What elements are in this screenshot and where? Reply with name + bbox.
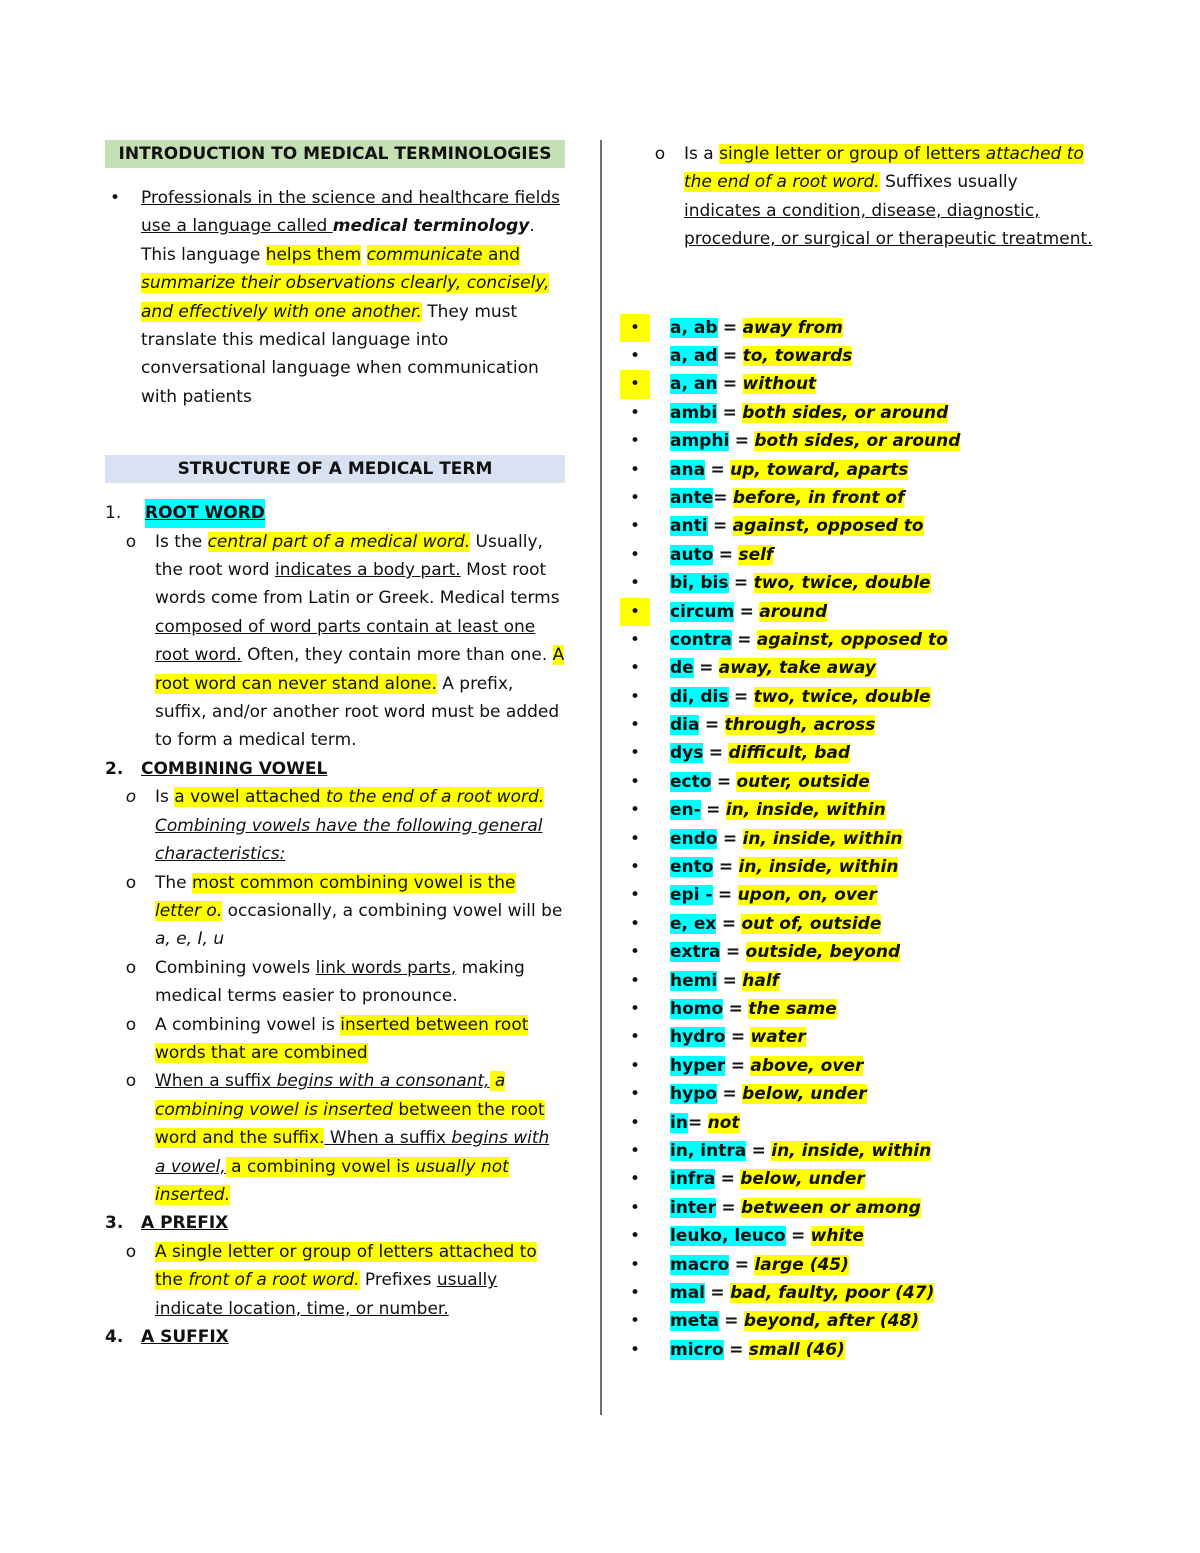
prefix-meaning: out of, outside (741, 913, 882, 934)
prefix-meaning: below, under (742, 1084, 867, 1105)
prefix-separator: = (730, 1027, 746, 1048)
prefix-separator: = (704, 715, 720, 736)
prefix-meaning: bad, faulty, poor (47) (730, 1282, 935, 1303)
prefix-item (620, 399, 1120, 427)
prefix-separator: = (687, 1112, 703, 1133)
prefix-item (620, 569, 1120, 597)
prefix-separator: = (722, 346, 738, 367)
prefix-separator: = (722, 374, 738, 395)
bullet-icon: o (125, 531, 137, 552)
prefix-item (620, 1336, 1120, 1364)
bullet-icon: • (629, 942, 641, 963)
bullet-icon: • (629, 800, 641, 821)
prefix-item (620, 1194, 1120, 1222)
bullet-icon: o (125, 787, 137, 808)
prefix-term: a, an (670, 374, 718, 395)
prefix-description: o A single letter or group of letters attached to the front of a root word. Prefixes usually indicate location, time, or number. (155, 1238, 565, 1323)
prefix-separator: = (730, 1055, 745, 1076)
prefix-item (620, 370, 1120, 398)
prefix-meaning: outer, outside (736, 771, 870, 792)
section-prefix: 3. A PREFIX (105, 1213, 229, 1234)
prefix-item (620, 1109, 1120, 1137)
bullet-icon: o (654, 144, 666, 164)
prefix-term: di, dis (670, 686, 729, 707)
prefix-term: meta (670, 1311, 719, 1332)
prefix-separator: = (710, 1282, 725, 1303)
prefix-term: dia (670, 715, 700, 736)
bullet-icon: • (629, 1140, 641, 1161)
prefix-term: ante (670, 487, 714, 508)
prefix-term: hyper (670, 1055, 726, 1076)
prefix-meaning: not (707, 1112, 740, 1133)
bullet-icon: • (629, 1084, 641, 1105)
prefix-meaning: through, across (724, 715, 876, 736)
prefix-item (620, 1222, 1120, 1250)
prefix-item (620, 683, 1120, 711)
prefix-separator: = (710, 459, 725, 480)
prefix-separator: = (724, 1311, 739, 1332)
prefix-item (620, 711, 1120, 739)
section-root-word: 1. ROOT WORD (105, 499, 565, 527)
prefix-item (620, 598, 1120, 626)
prefix-item (620, 427, 1120, 455)
prefix-meaning: white (810, 1226, 864, 1247)
structure-heading: STRUCTURE OF A MEDICAL TERM (105, 455, 565, 483)
prefix-term: in (670, 1112, 688, 1133)
prefix-separator: = (712, 516, 728, 537)
prefix-item (620, 910, 1120, 938)
prefix-item (620, 938, 1120, 966)
prefix-item (620, 1080, 1120, 1108)
prefix-item (620, 1023, 1120, 1051)
prefix-meaning: to, towards (742, 346, 853, 367)
prefix-item (620, 484, 1120, 512)
prefix-item (620, 314, 1120, 342)
combining-vowel-item: o Is a vowel attached to the end of a root word. Combining vowels have the following general characteristics: (155, 783, 565, 868)
prefix-separator: = (720, 1169, 735, 1190)
prefix-meaning: small (46) (748, 1339, 845, 1360)
prefix-separator: = (733, 686, 749, 707)
prefix-meaning: up, toward, aparts (730, 459, 909, 480)
bullet-icon: o (125, 957, 137, 978)
prefix-separator: = (734, 431, 749, 452)
bullet-icon: o (125, 1241, 137, 1262)
intro-heading: INTRODUCTION TO MEDICAL TERMINOLOGIES (105, 140, 565, 168)
bullet-icon: o (125, 1071, 137, 1092)
bullet-icon: o (125, 1014, 137, 1035)
prefix-term: micro (670, 1339, 724, 1360)
prefix-separator: = (737, 629, 752, 650)
bullet-icon: • (629, 1112, 641, 1133)
prefix-item (620, 1165, 1120, 1193)
prefix-meaning: beyond, after (48) (743, 1311, 920, 1332)
section-combining-vowel: 2. COMBINING VOWEL (105, 758, 328, 779)
prefix-term: homo (670, 999, 724, 1019)
bullet-icon: • (629, 1055, 641, 1076)
prefix-term: inter (670, 1197, 716, 1218)
prefix-separator: = (733, 573, 749, 594)
prefix-separator: = (751, 1140, 766, 1161)
combining-vowel-item: o A combining vowel is inserted between root words that are combined (155, 1011, 565, 1068)
prefix-item (620, 1052, 1120, 1080)
prefix-meaning: before, in front of (732, 487, 905, 508)
prefix-meaning: both sides, or around (754, 431, 961, 452)
prefix-item (620, 512, 1120, 540)
prefix-separator: = (722, 402, 737, 423)
prefix-meaning: away from (742, 317, 843, 338)
bullet-icon: • (629, 828, 641, 849)
combining-vowel-item: o When a suffix begins with a consonant, a combining vowel is inserted between the root word and the suffix. When a suffix begins with a vowel, a combining vowel is usually not inserted. (155, 1067, 565, 1209)
bullet-icon: • (620, 370, 650, 398)
prefix-meaning: in, inside, within (738, 857, 899, 878)
prefix-item (620, 626, 1120, 654)
prefix-separator: = (716, 771, 732, 792)
prefix-separator: = (725, 942, 741, 963)
bullet-icon: • (629, 857, 641, 878)
prefix-meaning: below, under (740, 1169, 865, 1190)
bullet-icon: • (629, 431, 641, 452)
prefix-meaning: self (738, 544, 774, 565)
bullet-icon: • (629, 544, 641, 565)
section-suffix: 4. A SUFFIX (105, 1326, 229, 1347)
bullet-icon: • (629, 970, 641, 991)
prefix-separator: = (708, 743, 724, 764)
prefix-separator: = (722, 1084, 737, 1105)
prefix-term: circum (670, 601, 735, 622)
bullet-icon: • (629, 459, 641, 480)
prefix-meaning: large (45) (754, 1254, 849, 1275)
prefix-term: endo (670, 828, 718, 849)
prefix-meaning: outside, beyond (745, 942, 901, 963)
prefix-term: ento (670, 857, 714, 878)
prefix-item (620, 342, 1120, 370)
prefix-meaning: above, over (750, 1055, 864, 1076)
bullet-icon: • (629, 573, 641, 594)
bullet-icon: • (629, 885, 641, 906)
bullet-icon: • (629, 1254, 641, 1275)
prefix-list (620, 314, 1120, 1364)
prefix-term: dys (670, 743, 704, 764)
bullet-icon: • (629, 1282, 641, 1303)
prefix-term: en- (670, 800, 701, 821)
prefix-item (620, 853, 1120, 881)
prefix-meaning: both sides, or around (742, 402, 949, 423)
prefix-item (620, 881, 1120, 909)
prefix-term: infra (670, 1169, 716, 1190)
prefix-item (620, 995, 1120, 1023)
prefix-term: hydro (670, 1027, 726, 1048)
prefix-separator: = (722, 828, 738, 849)
prefix-item (620, 739, 1120, 767)
prefix-meaning: in, inside, within (771, 1140, 932, 1161)
column-divider (600, 140, 602, 1415)
prefix-term: extra (670, 942, 721, 963)
prefix-item (620, 796, 1120, 824)
prefix-term: bi, bis (670, 573, 729, 594)
prefix-separator: = (718, 857, 734, 878)
prefix-item (620, 1307, 1120, 1335)
prefix-separator: = (721, 913, 737, 934)
prefix-term: de (670, 658, 694, 679)
prefix-meaning: the same (748, 999, 837, 1019)
bullet-icon: • (629, 1311, 641, 1332)
prefix-meaning: two, twice, double (753, 686, 931, 707)
prefix-meaning: away, take away (718, 658, 876, 679)
prefix-term: anti (670, 516, 708, 537)
prefix-term: hypo (670, 1084, 718, 1105)
prefix-meaning: against, opposed to (732, 516, 924, 537)
bullet-icon: • (629, 1027, 641, 1048)
prefix-term: a, ab (670, 317, 718, 338)
prefix-separator: = (734, 1254, 749, 1275)
prefix-term: epi - (670, 885, 713, 906)
bullet-icon: • (629, 771, 641, 792)
prefix-meaning: in, inside, within (725, 800, 886, 821)
prefix-item (620, 967, 1120, 995)
bullet-icon: • (620, 598, 650, 626)
bullet-icon: • (629, 999, 641, 1019)
prefix-item (620, 541, 1120, 569)
prefix-separator: = (728, 999, 743, 1019)
prefix-separator: = (713, 487, 728, 508)
suffix-description: o Is a single letter or group of letters attached to the end of a root word. Suffixes usually indicates a condition, disease, diagnostic, procedure, or surgical or therapeutic treatment. (684, 140, 1094, 254)
prefix-item (620, 825, 1120, 853)
prefix-term: ana (670, 459, 706, 480)
prefix-meaning: upon, on, over (737, 885, 877, 906)
prefix-item (620, 654, 1120, 682)
prefix-meaning: around (759, 601, 828, 622)
prefix-term: leuko, leuco (670, 1226, 786, 1247)
prefix-term: mal (670, 1282, 706, 1303)
prefix-term: ecto (670, 771, 712, 792)
right-column (620, 140, 1120, 1364)
bullet-icon: • (629, 743, 641, 764)
bullet-icon: • (629, 715, 641, 736)
prefix-meaning: against, opposed to (756, 629, 948, 650)
prefix-term: ambi (670, 402, 718, 423)
bullet-icon: • (629, 402, 641, 423)
prefix-meaning: two, twice, double (753, 573, 931, 594)
prefix-term: hemi (670, 970, 718, 991)
bullet-icon: • (629, 1339, 641, 1360)
prefix-term: a, ad (670, 346, 718, 367)
bullet-icon: • (629, 658, 641, 679)
bullet-icon: • (629, 1169, 641, 1190)
bullet-icon: • (629, 686, 641, 707)
prefix-separator: = (729, 1339, 744, 1360)
prefix-separator: = (717, 885, 733, 906)
prefix-term: in, intra (670, 1140, 747, 1161)
prefix-meaning: in, inside, within (742, 828, 903, 849)
prefix-item (620, 1251, 1120, 1279)
prefix-term: amphi (670, 431, 730, 452)
intro-paragraph: • Professionals in the science and healthcare fields use a language called medical terminology. This language helps them communicate and summarize their observations clearly, concisely, and effectively with one another. They must translate this medical language into conversational language when communication with patients (141, 184, 565, 411)
prefix-separator: = (718, 544, 734, 565)
prefix-separator: = (739, 601, 754, 622)
prefix-meaning: water (750, 1027, 806, 1048)
prefix-item (620, 456, 1120, 484)
prefix-term: e, ex (670, 913, 717, 934)
prefix-separator: = (722, 970, 737, 991)
bullet-icon: • (629, 629, 641, 650)
prefix-meaning: without (742, 374, 817, 395)
prefix-separator: = (706, 800, 721, 821)
prefix-term: contra (670, 629, 732, 650)
combining-vowel-item: o Combining vowels link words parts, making medical terms easier to pronounce. (155, 954, 565, 1011)
bullet-icon: • (629, 1226, 641, 1247)
prefix-meaning: difficult, bad (728, 743, 851, 764)
combining-vowel-item: o The most common combining vowel is the letter o. occasionally, a combining vowel will be a, e, I, u (155, 869, 565, 954)
prefix-item (620, 768, 1120, 796)
root-word-description: o Is the central part of a medical word. Usually, the root word indicates a body part. Most root words come from Latin or Greek. Medical terms composed of word parts contain at least one root word. Often, they contain more than one. A root word can never stand alone. A prefix, suffix, and/or another root word must be added to form a medical term. (155, 528, 565, 755)
left-column (105, 140, 565, 1351)
bullet-icon: • (629, 516, 641, 537)
prefix-separator: = (721, 1197, 736, 1218)
bullet-icon: • (620, 314, 650, 342)
bullet-icon: • (629, 1197, 641, 1218)
prefix-separator: = (699, 658, 714, 679)
prefix-separator: = (722, 317, 738, 338)
bullet-icon: o (125, 872, 137, 893)
bullet-icon: • (629, 487, 641, 508)
prefix-separator: = (791, 1226, 806, 1247)
prefix-term: auto (670, 544, 714, 565)
prefix-term: macro (670, 1254, 730, 1275)
prefix-item (620, 1279, 1120, 1307)
bullet-icon: • (629, 913, 641, 934)
prefix-meaning: between or among (741, 1197, 921, 1218)
prefix-item (620, 1137, 1120, 1165)
prefix-meaning: half (742, 970, 780, 991)
bullet-icon: • (629, 346, 641, 367)
bullet-icon: • (109, 188, 121, 208)
